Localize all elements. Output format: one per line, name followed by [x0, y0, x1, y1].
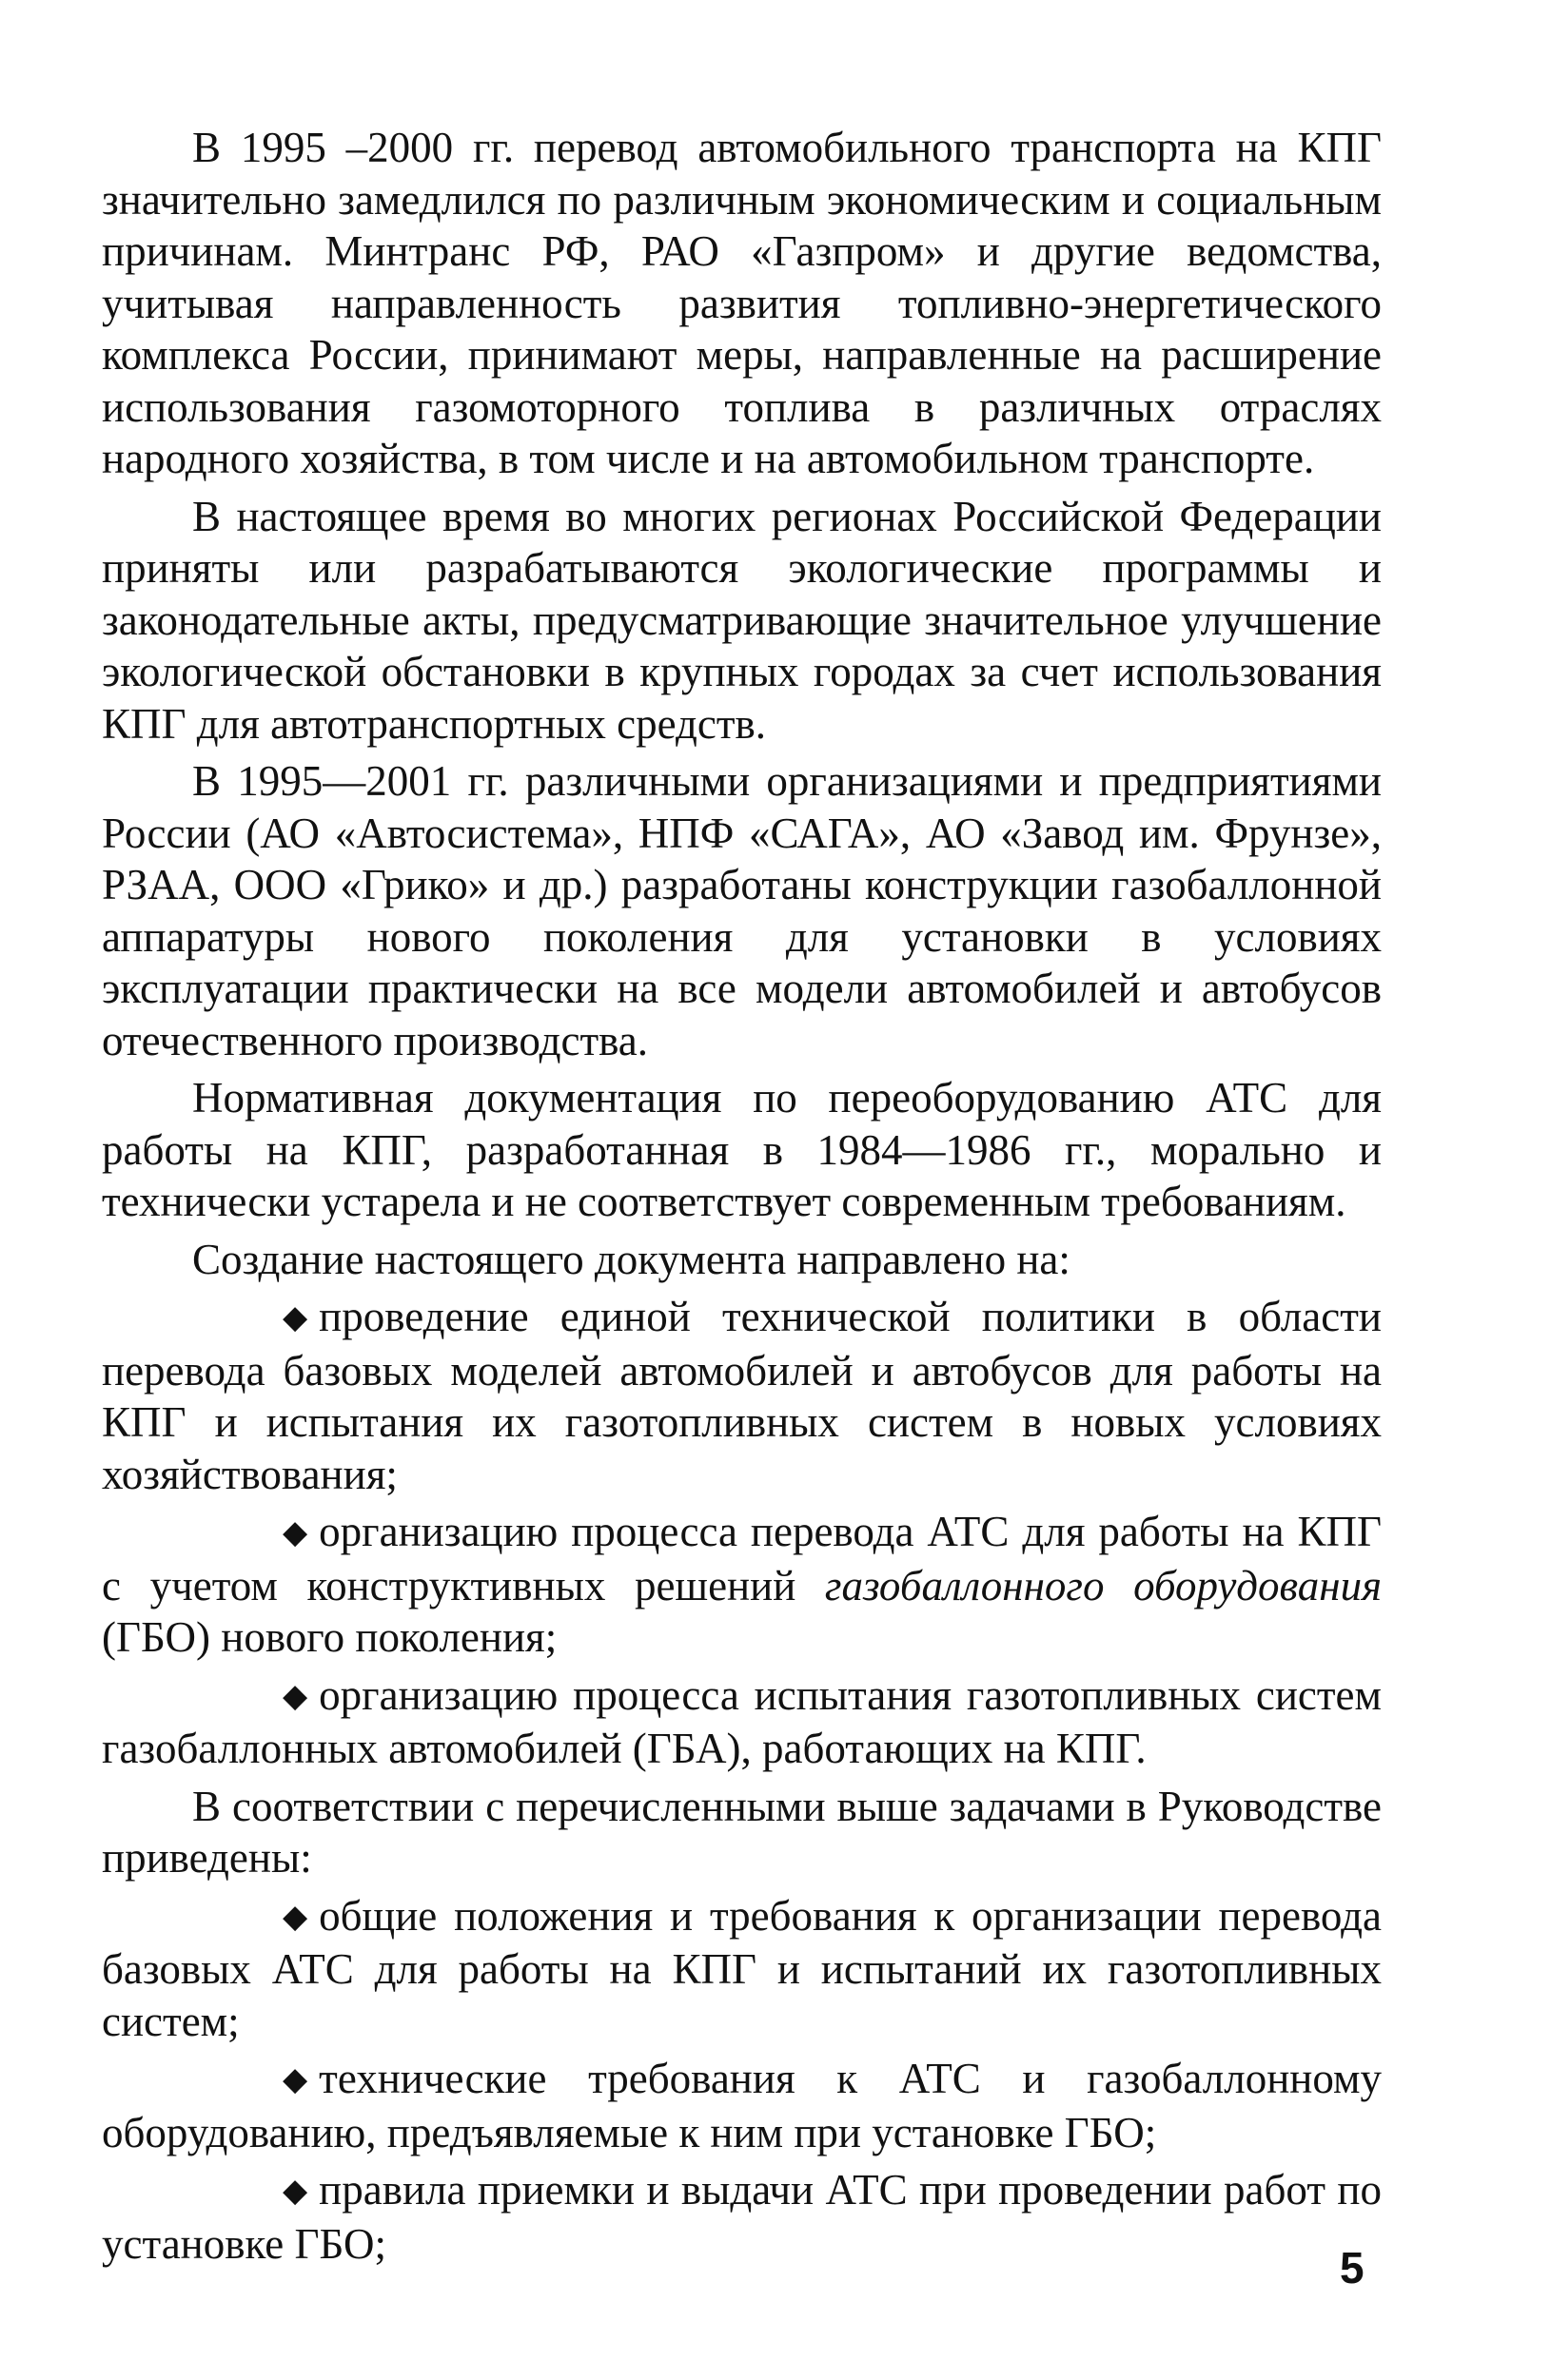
bullet-diamond-icon: ◆ — [283, 2174, 308, 2209]
contents-item-text: правила приемки и выдачи АТС при проведении работ по установке ГБО; — [102, 2166, 1382, 2268]
goal-item-text-tail: (ГБО) нового поколения; — [102, 1613, 558, 1661]
paragraph-1: В 1995 –2000 гг. перевод автомобильного транспорта на КПГ значительно замедлился по различным экономическим и социальным причинам. Минтранс РФ, РАО «Газпром» и другие ведомства, учитывая направленность развития топливно-энергетического комплекса России, принимают меры, направленные на расширение использования газомоторного топлива в различных отраслях народного хозяйства, в том числе и на автомобильном транспорте. — [102, 124, 1382, 482]
bullet-diamond-icon: ◆ — [283, 1899, 308, 1935]
contents-item-2 — [102, 2053, 1382, 2158]
body-text — [102, 122, 1382, 2275]
paragraph-6: В соответствии с перечисленными выше задачами в Руководстве приведены: — [102, 1782, 1382, 1882]
contents-item-text: общие положения и требования к организации перевода базовых АТС для работы на КПГ и испытаний их газотопливных систем; — [102, 1891, 1382, 2045]
page-number: 5 — [1340, 2243, 1364, 2292]
bullet-diamond-icon: ◆ — [283, 1678, 308, 1714]
goal-item-italic-term: газобаллонного оборудования — [824, 1561, 1382, 1609]
bullet-diamond-icon: ◆ — [283, 1515, 308, 1551]
contents-item-3 — [102, 2164, 1382, 2270]
goal-item-text: организацию процесса испытания газотопливных систем газобаллонных автомобилей (ГБА), работающих на КПГ. — [102, 1670, 1382, 1772]
goal-item-1 — [102, 1291, 1382, 1500]
goal-item-3 — [102, 1669, 1382, 1775]
paragraph-3: В 1995—2001 гг. различными организациями и предприятиями России (АО «Автосистема», НПФ «САГА», АО «Завод им. Фрунзе», РЗАА, ООО «Грико» и др.) разработаны конструкции газобаллонной аппаратуры нового поколения для установки в условиях эксплуатации практически на все модели автомобилей и автобусов отечественного производства. — [102, 757, 1382, 1064]
paragraph-4: Нормативная документация по переоборудованию АТС для работы на КПГ, разработанная в 1984—1986 гг., морально и технически устарела и не соответствует современным требованиям. — [102, 1074, 1382, 1225]
bullet-diamond-icon: ◆ — [283, 1300, 308, 1336]
bullet-diamond-icon: ◆ — [283, 2062, 308, 2097]
goal-item-text: организацию процесса перевода АТС для работы на КПГ с учетом конструктивных решений — [102, 1508, 1382, 1609]
goal-item-text: проведение единой технической политики в области перевода базовых моделей автомобилей и автобусов для работы на КПГ и испытания их газотопливных систем в новых условиях хозяйствования; — [102, 1293, 1382, 1498]
contents-item-text: технические требования к АТС и газобаллонному оборудованию, предъявляемые к ним при установке ГБО; — [102, 2055, 1382, 2156]
goal-item-2 — [102, 1506, 1382, 1664]
contents-item-1 — [102, 1890, 1382, 2048]
paragraph-2: В настоящее время во многих регионах Российской Федерации приняты или разрабатываются экологические программы и законодательные акты, предусматривающие значительное улучшение экологической обстановки в крупных городах за счет использования КПГ для автотранспортных средств. — [102, 492, 1382, 748]
paragraph-5: Создание настоящего документа направлено на: — [192, 1235, 1070, 1283]
